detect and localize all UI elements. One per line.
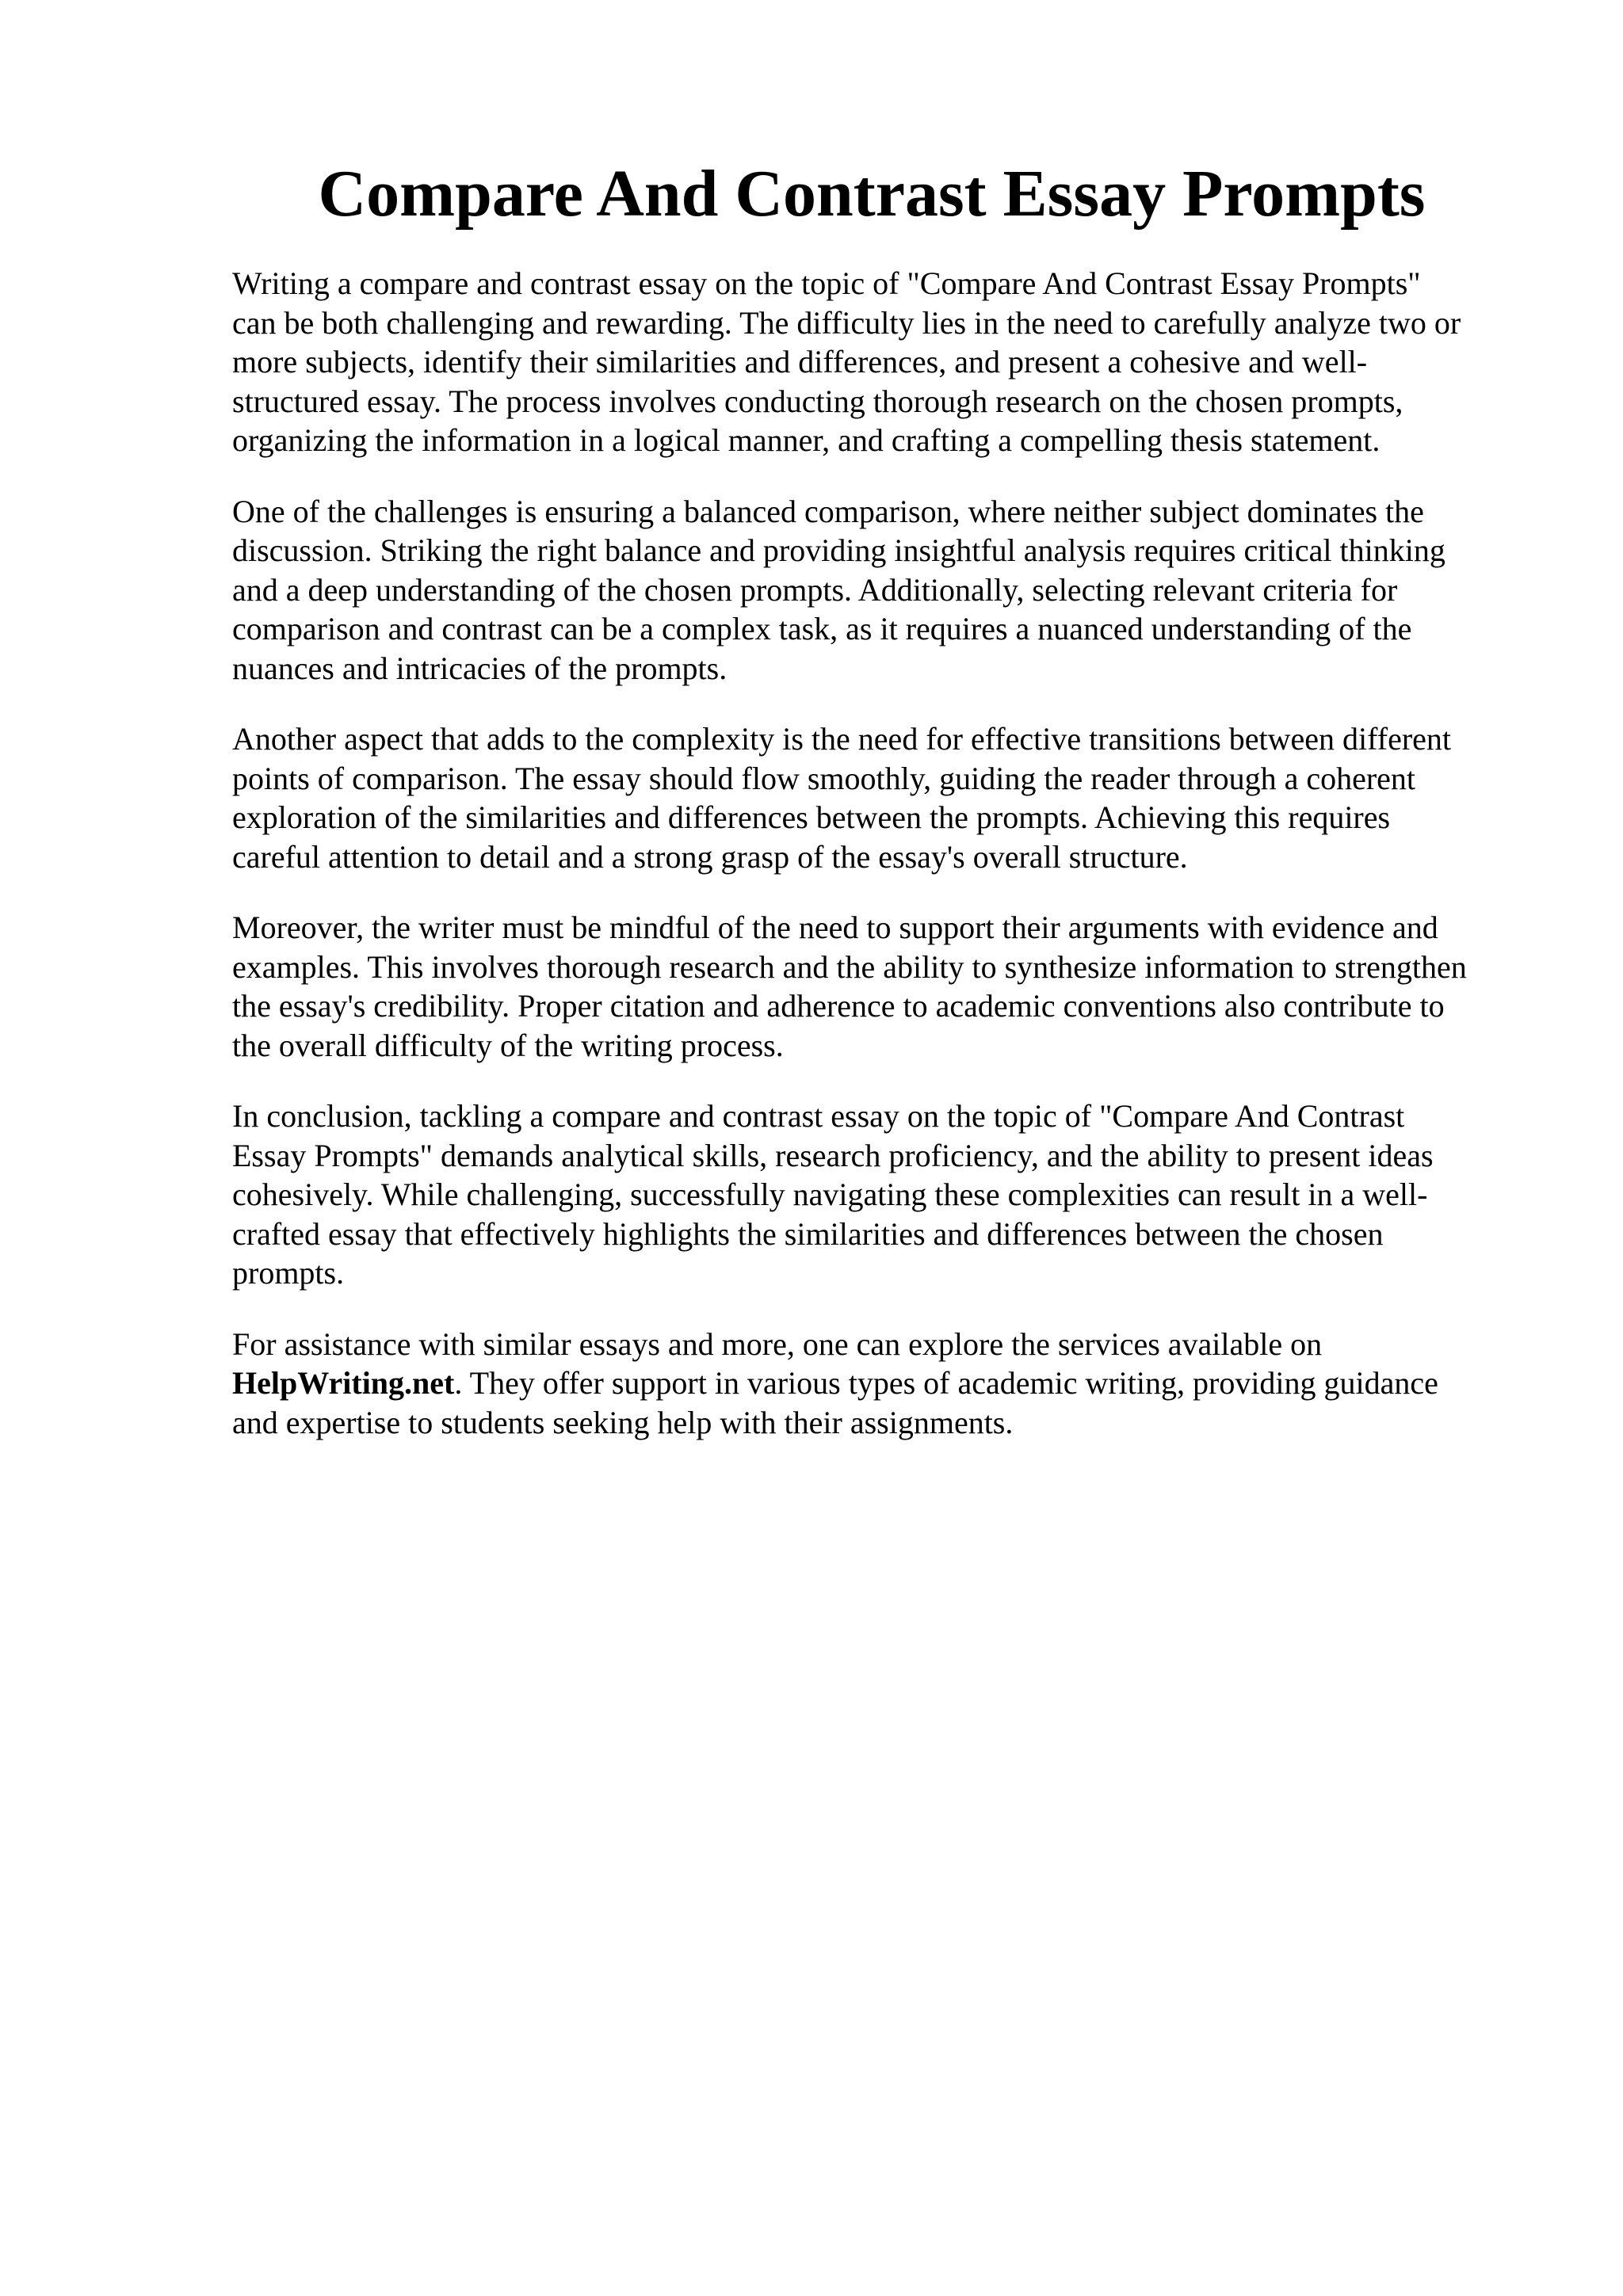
paragraph-3	[232, 719, 1532, 876]
text-line: cohesively. While challenging, successfully navigating these complexities can result in a well-	[232, 1177, 1428, 1212]
text-line: One of the challenges is ensuring a balanced comparison, where neither subject dominates the	[232, 493, 1424, 529]
text-line	[232, 1363, 1532, 1403]
closing-paragraph	[232, 1325, 1532, 1443]
text-line: organizing the information in a logical manner, and crafting a compelling thesis statement.	[232, 422, 1381, 458]
text-line: Another aspect that adds to the complexity is the need for effective transitions between different	[232, 721, 1452, 757]
paragraph-4	[232, 908, 1532, 1065]
text-line: For assistance with similar essays and more, one can explore the services available on	[232, 1325, 1323, 1362]
paragraph-5	[232, 1097, 1532, 1293]
text-line: comparison and contrast can be a complex task, as it requires a nuanced understanding of the	[232, 611, 1412, 646]
text-line: discussion. Striking the right balance and providing insightful analysis requires critical thinking	[232, 532, 1445, 568]
document-body	[232, 264, 1532, 1474]
text-line: careful attention to detail and a strong grasp of the essay's overall structure.	[232, 838, 1188, 875]
paragraph-1	[232, 264, 1532, 460]
text-line: the overall difficulty of the writing process.	[232, 1027, 784, 1063]
text-line: can be both challenging and rewarding. The difficulty lies in the need to carefully analyze two or	[232, 304, 1461, 341]
helpwriting-link[interactable]: HelpWriting.net	[232, 1365, 455, 1401]
text-line: Essay Prompts" demands analytical skills, research proficiency, and the ability to present ideas	[232, 1137, 1434, 1173]
text-line: nuances and intricacies of the prompts.	[232, 650, 727, 686]
text-line: prompts.	[232, 1255, 345, 1291]
text-line: and expertise to students seeking help with their assignments.	[232, 1404, 1014, 1440]
text-line: Writing a compare and contrast essay on the topic of "Compare And Contrast Essay Prompts"	[232, 265, 1421, 301]
page-title: Compare And Contrast Essay Prompts	[318, 157, 1426, 231]
text-line: crafted essay that effectively highlights the similarities and differences between the chosen	[232, 1215, 1384, 1252]
paragraph-2	[232, 492, 1532, 688]
text-line: Moreover, the writer must be mindful of the need to support their arguments with evidence and	[232, 910, 1438, 945]
text-line: and a deep understanding of the chosen prompts. Additionally, selecting relevant criteria for	[232, 571, 1398, 608]
text-line: In conclusion, tackling a compare and contrast essay on the topic of "Compare And Contrast	[232, 1098, 1405, 1134]
text-line: structured essay. The process involves conducting thorough research on the chosen prompts,	[232, 383, 1403, 419]
closing-line-rest: . They offer support in various types of academic writing, providing guidance	[454, 1365, 1438, 1401]
text-line: examples. This involves thorough research and the ability to synthesize information to strengthen	[232, 948, 1467, 985]
text-line: the essay's credibility. Proper citation and adherence to academic conventions also contribute to	[232, 988, 1445, 1024]
text-line: points of comparison. The essay should flow smoothly, guiding the reader through a coherent	[232, 760, 1416, 796]
text-line: exploration of the similarities and differences between the prompts. Achieving this requires	[232, 799, 1391, 835]
text-line: more subjects, identify their similarities and differences, and present a cohesive and well-	[232, 344, 1368, 379]
